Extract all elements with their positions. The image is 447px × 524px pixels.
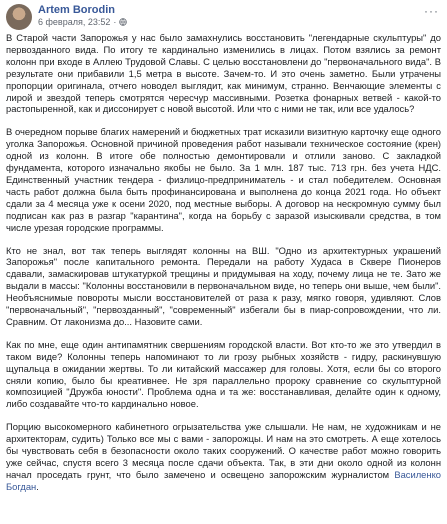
post-paragraph: Как по мне, еще один антипамятник свершениям городской власти. Вот кто-то же это утвердил в таком виде? Колонны теперь напоминают то ли грозу рыбных хозяйств - гидру, раскинувшую щупальца в ожидании жертвы. То ли китайский массажер для головы. Хотя, если бы со второго сняли копию, было бы креативнее. Не зря параллельно пророку сравнение со скульптурной композицией "Дружба юности". Проблема одна и та же: восстанавливая, делайте один к одному, либо создавайте что-то кардинально новое. — [6, 338, 441, 410]
mention-link[interactable]: Василенко Богдан — [6, 468, 441, 492]
post-subline — [38, 16, 127, 28]
post-meta — [38, 4, 127, 28]
post-date[interactable]: 6 февраля, 23:52 — [38, 17, 111, 27]
post-paragraph: В Старой части Запорожья у нас было замахнулись восстановить "легендарные скульптуры" до первозданного вида. По итогу те кардинально изменились в лицах. Потом взялись за ремонт колонн при входе в Аллею Трудовой Славы. С целью восстановлени до "первоначального вида". В результате они прибавили 1,5 метра в высоте. Зачем-то. И это очень заметно. Были утрачены пропорции оригинала, отчего новодел выглядит, как минимум, странно. Венчающие элементы с лирой и звездой теперь смотрятся чересчур массивными. Розетка фонарных ветвей - какой-то растопыренной, как и диссонирует с новой высотой. Или что с ними не так, или все удалось? — [6, 32, 441, 115]
post-paragraph-suffix: . — [36, 480, 39, 492]
post-paragraph-text: Порцию высокомерного кабинетного огрызательства уже слышали. Не нам, не художникам и не архитекторам, судить) Только все мы с вами - запорожцы. И нам на это смотреть. А еще хотелось бы чувствовать себя в безопасности около таких сооружений. О качестве работ можно говорить уже сейчас, спустя всего 3 месяца после сдачи объекта. Так, в эти дни около одной из колонн начал проседать грунт, что было замечено и освещено запорожским журналистом — [6, 421, 441, 480]
more-options-icon[interactable]: ··· — [424, 4, 439, 18]
author-avatar[interactable] — [6, 4, 32, 30]
globe-icon[interactable] — [119, 18, 127, 26]
post-paragraph: Кто не знал, вот так теперь выглядят колонны на ВШ. "Одно из архитектурных украшений Запорожья" после капитального ремонта. Передали на работу Худаса в Сквере Пионеров сдавали, замаскировав штукатуркой трещины и придумывая на ходу, почему лица не те. Зато же выдали в массы: "Колонны восстановили в первоначальном виде, но теперь они выше, чем были". Необъяснимые повороты мысли восстановителей от раза к разу, мягко говоря, удивляют. Слов "первоначальный", "первозданный", "современный" избегали бы в пиар-сопровождении, что ли. Сравним. От лаконизма до... Назовите сами. — [6, 244, 441, 327]
post-header — [6, 4, 441, 32]
author-name[interactable]: Artem Borodin — [38, 4, 115, 16]
post-paragraph: В очередном порыве благих намерений и бюджетных трат исказили визитную карточку еще одного уголка Запорожья. Основной причиной проведения работ называли техническое состояние (крен) одной из колонн. В итоге обе полностью демонтировали и отлили заново. С закладкой фундамента, которого изначально якобы не было. За 1 млн. 187 тыс. 713 грн. без учета НДС. Единственный участник тендера - физлицо-предприниматель - и стал победителем. Основная часть работ должна была быть профинансирована и выполнена до конца 2021 года. Но объект сдали за 4 месяца уже к осени 2020, под местные выборы. А договор на нескромную сумму был подписан как раз в разгар "карантина", когда на борьбу с заразой изыскивали средства, в том числе урезая городские программы. — [6, 126, 441, 233]
post-body — [6, 32, 441, 493]
separator-dot: · — [113, 17, 117, 27]
post-paragraph-last — [6, 421, 441, 492]
